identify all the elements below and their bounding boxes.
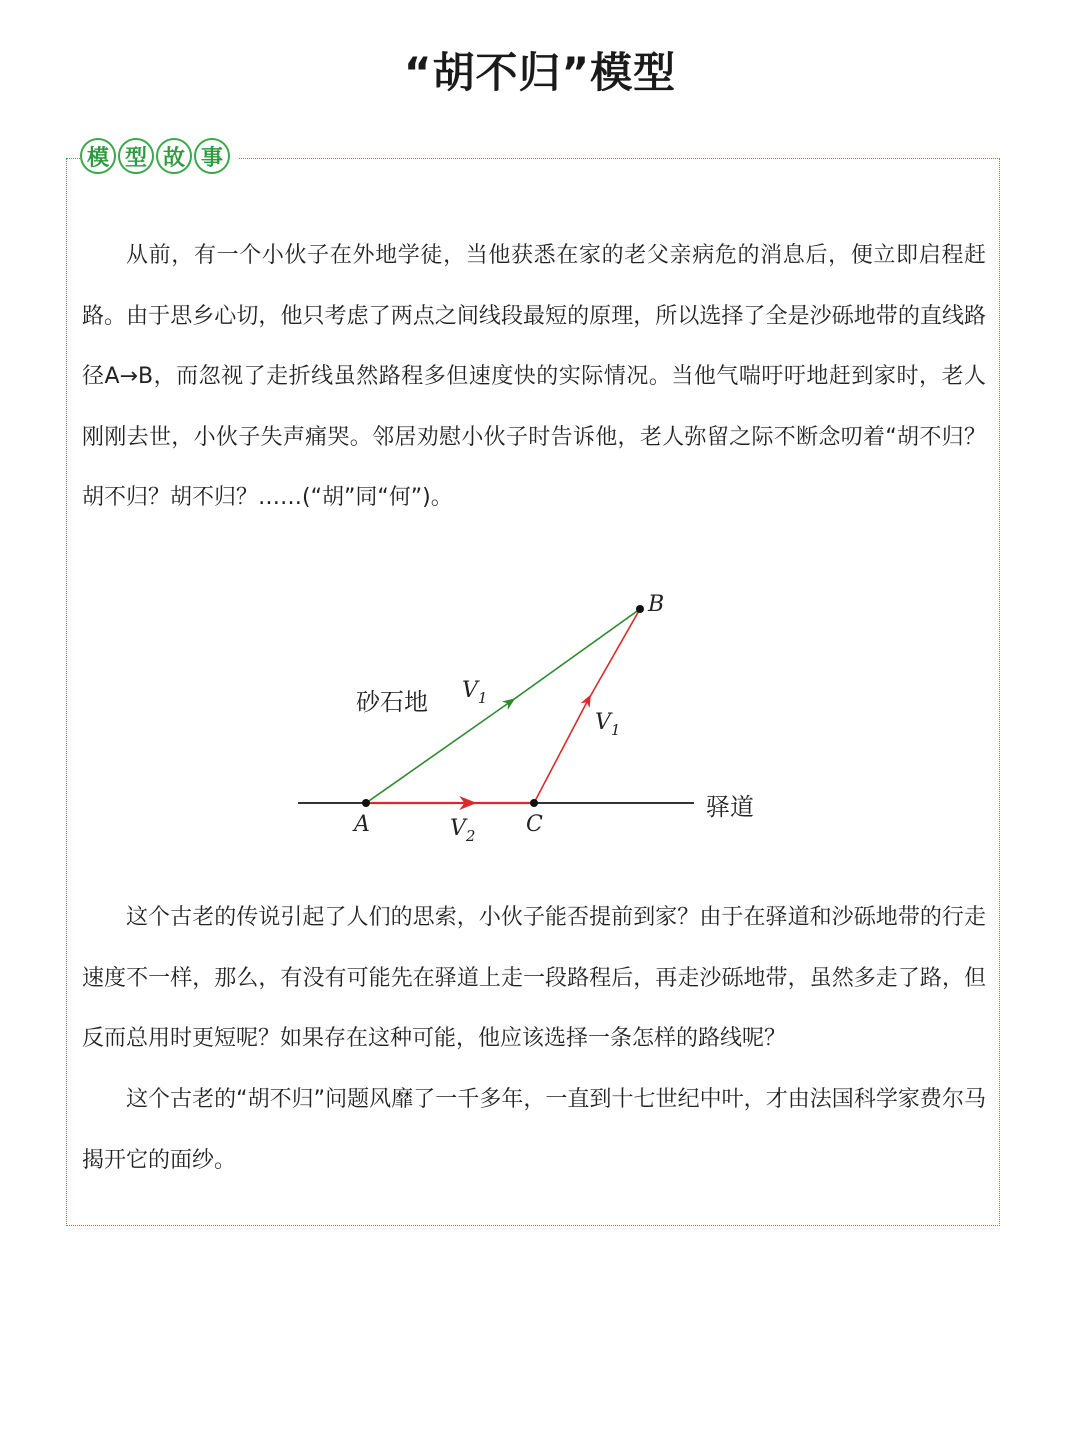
story-paragraph-1: 从前，有一个小伙子在外地学徒，当他获悉在家的老父亲病危的消息后，便立即启程赶路。由于思乡心切，他只考虑了两点之间线段最短的原理，所以选择了全是沙砾地带的直线路径A→B，而忽视了走折线虽然路程多但速度快的实际情况。当他气喘吁吁地赶到家时，老人刚刚去世，小伙子失声痛哭。邻居劝慰小伙子时告诉他，老人弥留之际不断念叨着“胡不归？胡不归？胡不归？……(“胡”同“何”)。 bbox=[82, 243, 986, 510]
point-a-label: A bbox=[354, 812, 370, 837]
v1-label-cb: $V_1$ bbox=[595, 710, 621, 739]
point-c-dot bbox=[530, 799, 538, 807]
road-label: 驿道 bbox=[706, 793, 754, 821]
v2-label-road: $V_2$ bbox=[450, 816, 476, 845]
v1-label-gravel: $V_1$ bbox=[462, 678, 488, 707]
path-cb-line bbox=[534, 700, 588, 803]
section-heading-model-story bbox=[80, 138, 238, 180]
section-heading-char: 型 bbox=[118, 138, 154, 174]
story-paragraph-2: 这个古老的传说引起了人们的思索，小伙子能否提前到家？由于在驿道和沙砾地带的行走速度不一样，那么，有没有可能先在驿道上走一段路程后，再走沙砾地带，虽然多走了路，但反而总用时更短呢？如果存在这种可能，他应该选择一条怎样的路线呢？ bbox=[82, 905, 986, 1051]
point-b-label: B bbox=[648, 592, 665, 617]
path-ab-line-end bbox=[508, 609, 640, 704]
story-paragraph-3: 这个古老的“胡不归”问题风靡了一千多年，一直到十七世纪中叶，才由法国科学家费尔马揭开它的面纱。 bbox=[82, 1087, 986, 1173]
point-a-dot bbox=[362, 799, 370, 807]
section-heading-char: 模 bbox=[80, 138, 116, 174]
hubugui-diagram bbox=[290, 585, 780, 855]
gravel-label: 砂石地 bbox=[356, 688, 428, 716]
path-cb-line-end bbox=[587, 609, 640, 702]
page-title: “胡不归”模型 bbox=[403, 48, 677, 97]
point-c-label: C bbox=[526, 812, 543, 837]
path-ab-line bbox=[366, 702, 510, 803]
point-b-dot bbox=[636, 605, 644, 613]
section-heading-char: 故 bbox=[156, 138, 192, 174]
section-heading-char: 事 bbox=[194, 138, 230, 174]
